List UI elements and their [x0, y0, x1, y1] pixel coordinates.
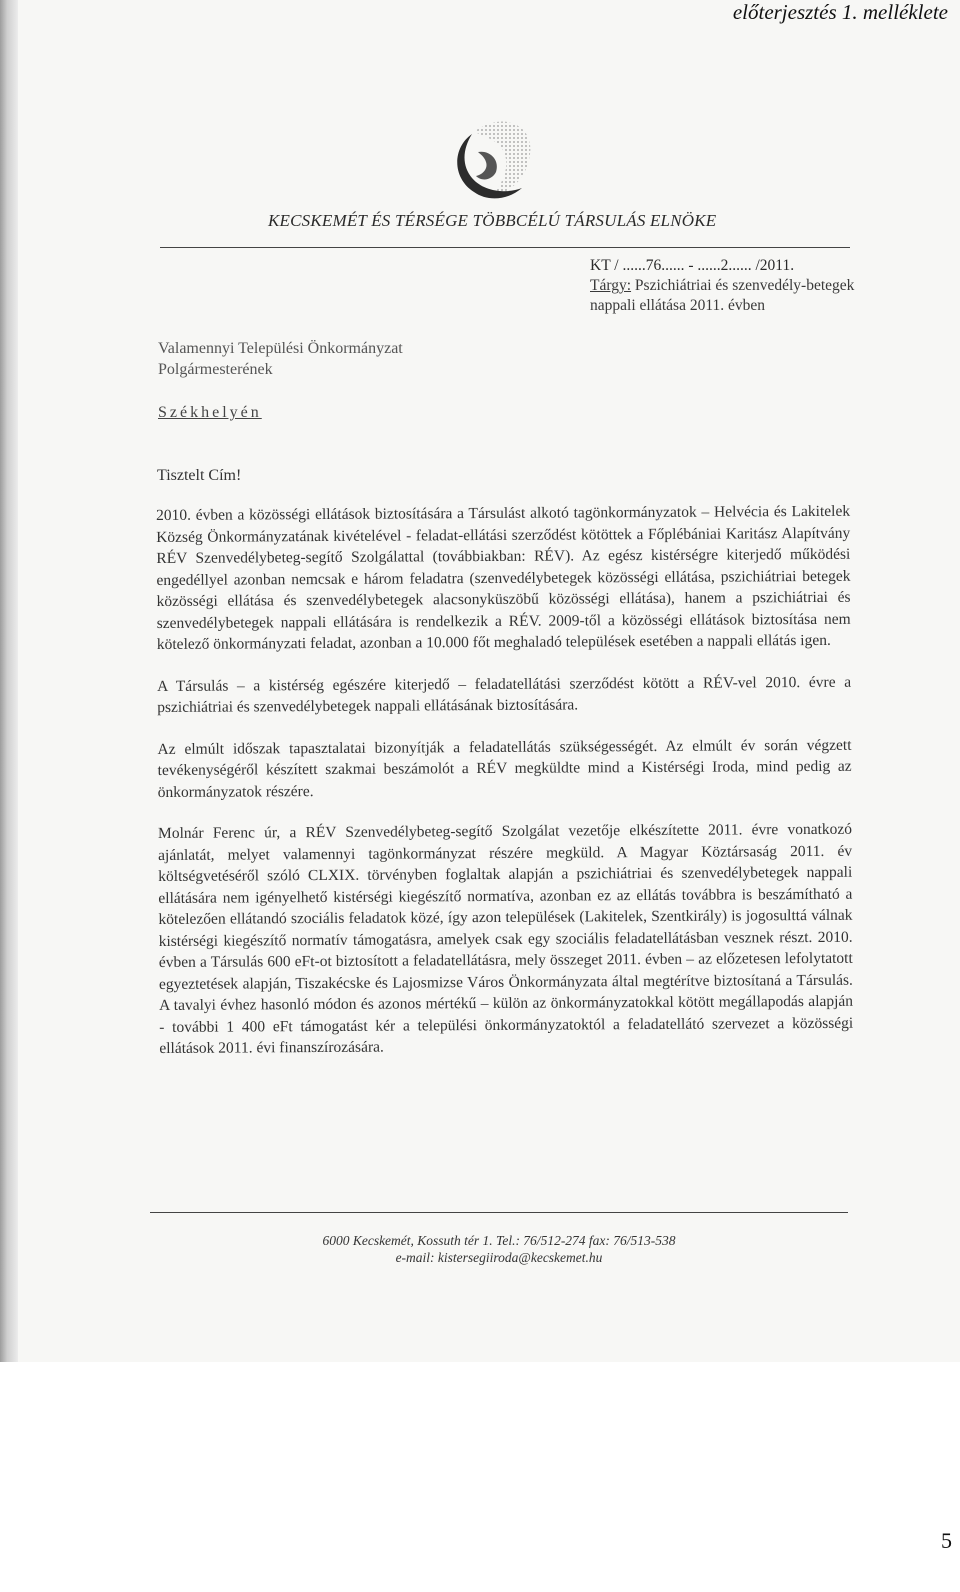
recipient-block [158, 338, 403, 380]
recipient-seat: Székhelyén [158, 404, 262, 421]
crest-emblem-icon [444, 112, 540, 208]
paragraph: A Társulás – a kistérség egészére kiterjedő – feladatellátási szerződést kötött a RÉV-vel 2010. évre a pszichiátriai és szenvedélybetegek nappali ellátásának biztosítására. [157, 673, 852, 716]
footer [150, 1232, 848, 1266]
subject-text: Pszichiátriai és szenvedély-betegek nappali ellátása 2011. évben [590, 277, 855, 314]
footer-address: 6000 Kecskemét, Kossuth tér 1. Tel.: 76/512-274 fax: 76/513-538 [322, 1233, 676, 1248]
page-number: 5 [941, 1528, 952, 1553]
paragraph: Az elmúlt időszak tapasztalatai bizonyítják a feladatellátás szükségességét. Az elmúlt év során végzett tevékenységéről készített szakmai beszámolót a RÉV megküldte mind a Kistérségi Iroda, mind pedig az önkormányzatok részére. [157, 736, 852, 801]
letter-body [156, 501, 853, 1080]
annex-label: előterjesztés 1. melléklete [732, 0, 948, 24]
subject-line [590, 276, 855, 316]
reference-number: KT / ......76...... - ......2...... /2011. [590, 257, 795, 274]
salutation: Tisztelt Cím! [157, 467, 242, 484]
paragraph: 2010. évben a közösségi ellátások biztosítására a Társulást alkotó tagönkormányzatok – Helvécia és Lakitelek Község Önkormányzatának kivételével - feladat-ellátási szerződést kötöttek a Főplébániai Karitász Alapítvány RÉV Szenvedélybeteg-segítő Szolgálattal (továbbiakban: RÉV). Az egész kistérségre kiterjedő működési engedéllyel azonban nemcsak e három feladatra (szenvedélybetegek közösségi ellátása, pszichiátriai betegek közösségi ellátása és szenvedélybetegek alacsonyküszöbű közösségi ellátása), hanem a pszichiátriai és szenvedélybetegek nappali ellátására is rendelkezik a RÉV. 2009-től a közösségi ellátások biztosítása nem kötelező önkormányzati feladat, azonban a 10.000 főt meghaladó települések esetében a nappali ellátás igen. [156, 502, 851, 653]
header-divider [160, 247, 850, 248]
recipient-line-1: Valamennyi Települési Önkormányzat [158, 340, 403, 357]
footer-email: e-mail: kistersegiiroda@kecskemet.hu [395, 1250, 603, 1265]
paragraph: Molnár Ferenc úr, a RÉV Szenvedélybeteg-segítő Szolgálat vezetője elkészítette 2011. évre vonatkozó ajánlatát, melyet valamennyi tagönkormányzat részére megküld. A Magyar Köztársaság 2011. év költségvetéséről szóló CLXIX. törvényben foglaltak alapján a pszichiátriai és szenvedélybetegek nappali ellátására nem igényelhető kistérségi kiegészítő normatíva, azonban ez az ellátás továbbra is beszámítható a kötelezően ellátandó szociális feladatok közé, így azon települések (Lakitelek, Szentkirály) is jogosulttá válnak kistérségi kiegészítő normatív támogatásra, amelyek csak egy szociális feladatellátásban vesznek részt. 2010. évben a Társulás 600 eFt-ot biztosított a feladatellátásra, mely összeget 2011. évben – az előzetesen lefolytatott egyeztetések alapján, Tiszakécske és Lajosmizse Város Önkormányzata által megtérítve biztosítaná a Társulás. A tavalyi évhez hasonló módon és azonos mértékű – külön az önkormányzatokkal kötött megállapodás alapján - további 1 400 eFt támogatást kér a települési önkormányzatoktól a feladatellátó szervezet a közösségi ellátások 2011. évi finanszírozására. [157, 820, 854, 1057]
footer-divider [150, 1212, 848, 1213]
organization-title: KECSKEMÉT ÉS TÉRSÉGE TÖBBCÉLÚ TÁRSULÁS ELNÖKE [268, 211, 717, 230]
recipient-line-2: Polgármesterének [158, 361, 273, 378]
subject-label: Tárgy: [590, 277, 632, 294]
reference-block [590, 256, 855, 316]
scan-shadow-edge [0, 0, 18, 1362]
